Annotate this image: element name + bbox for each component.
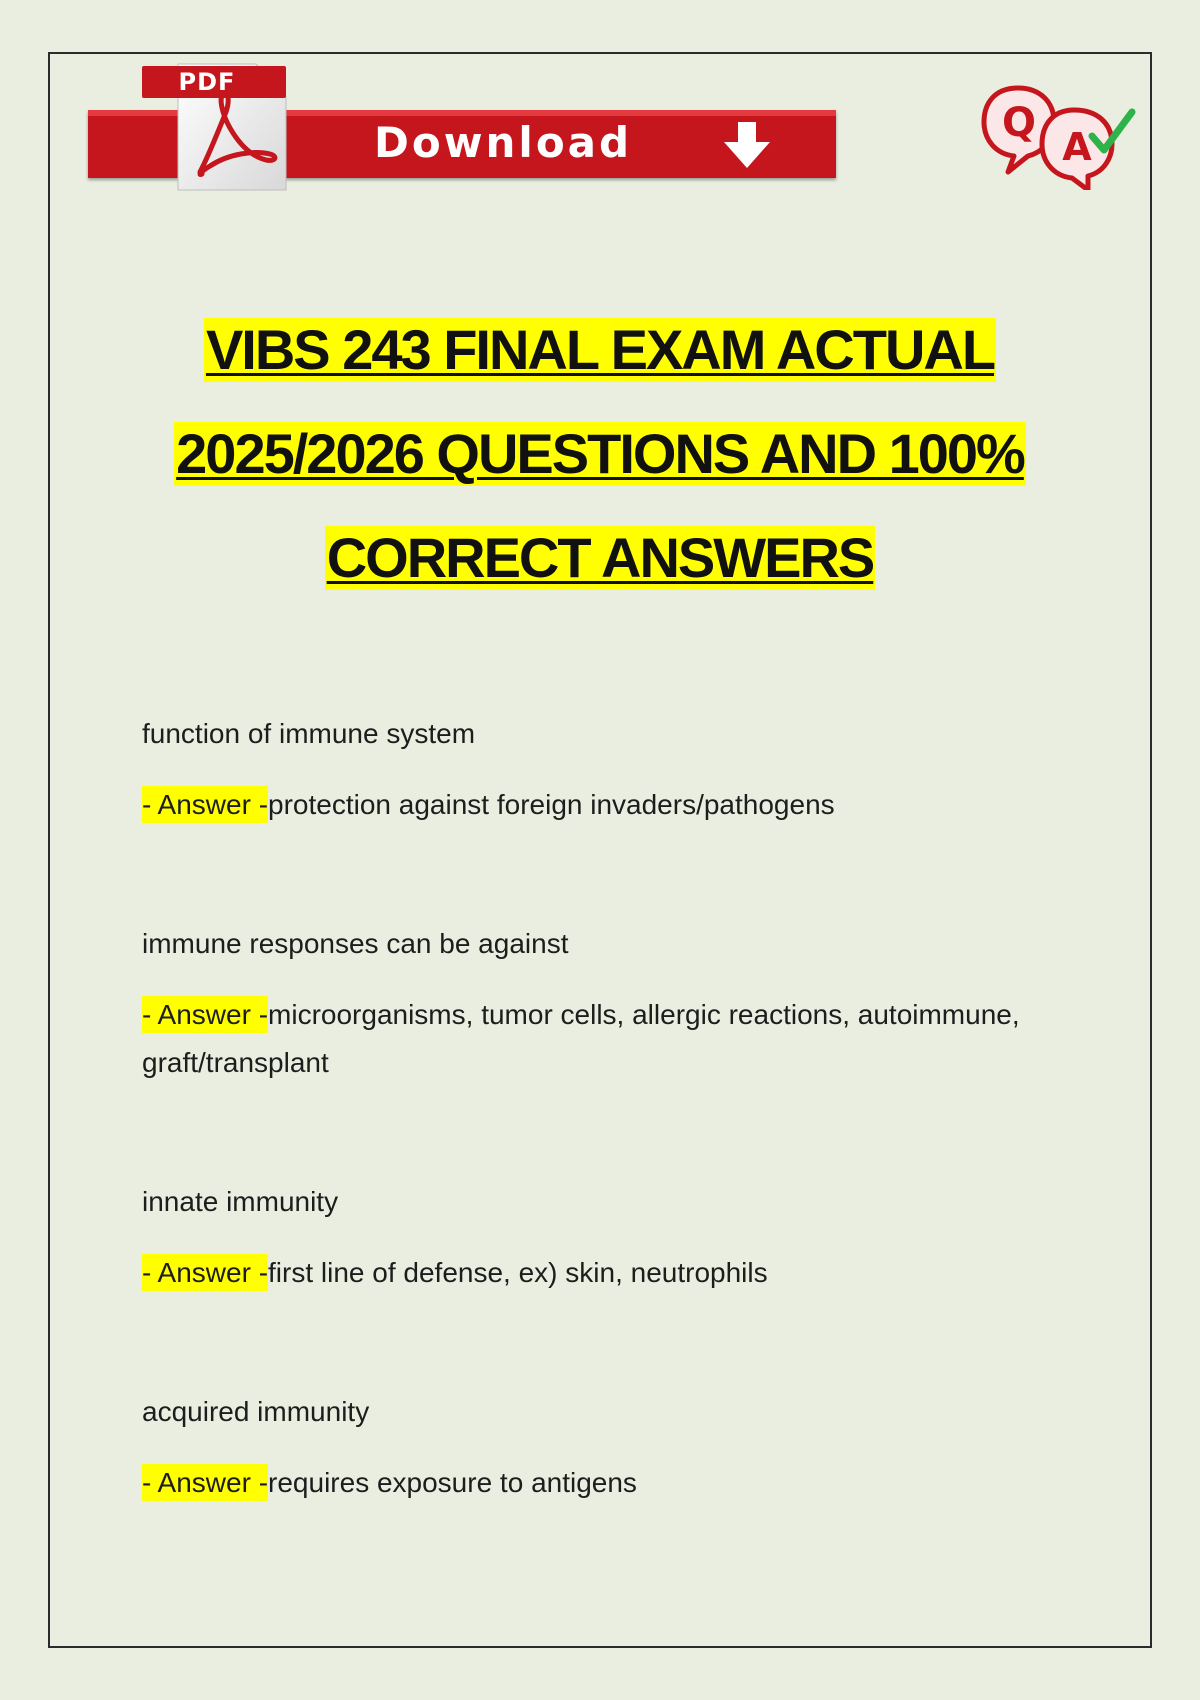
title-line-1: VIBS 243 FINAL EXAM ACTUAL (205, 318, 995, 381)
qa-logo (980, 80, 1140, 190)
answer-body: requires exposure to antigens (268, 1467, 637, 1498)
pdf-tag-label: PDF (178, 68, 236, 96)
pdf-file-icon (138, 62, 288, 192)
answer-body: microorganisms, tumor cells, allergic reactions, autoimmune, graft/transplant (142, 999, 1020, 1078)
answer-marker: - Answer - (142, 1464, 268, 1501)
answer-marker: - Answer - (142, 1254, 268, 1291)
answer-text (142, 1459, 1082, 1507)
qa-check-logo-icon (980, 80, 1140, 190)
pdf-tag (142, 66, 286, 98)
download-label: Download (374, 118, 633, 167)
question-text: innate immunity (142, 1186, 339, 1217)
question-text: acquired immunity (142, 1396, 370, 1427)
answer-marker: - Answer - (142, 996, 268, 1033)
qa-item (142, 1390, 1082, 1507)
question-text: immune responses can be against (142, 928, 569, 959)
qa-item (142, 1180, 1082, 1297)
title-line-3: CORRECT ANSWERS (326, 526, 874, 589)
answer-body: protection against foreign invaders/pathogens (268, 789, 835, 820)
answer-marker: - Answer - (142, 786, 268, 823)
answer-text (142, 991, 1082, 1087)
qa-logo-a: A (1062, 125, 1092, 169)
answer-text (142, 781, 1082, 829)
download-arrow-icon (720, 120, 774, 170)
pdf-download-button[interactable] (88, 62, 836, 192)
qa-logo-q: Q (1001, 100, 1037, 146)
qa-item (142, 712, 1082, 829)
answer-text (142, 1249, 1082, 1297)
title-line-2: 2025/2026 QUESTIONS AND 100% (176, 422, 1024, 485)
question-text: function of immune system (142, 718, 476, 749)
answer-body: first line of defense, ex) skin, neutrophils (268, 1257, 768, 1288)
document-title (48, 318, 1152, 630)
qa-item (142, 922, 1082, 1087)
